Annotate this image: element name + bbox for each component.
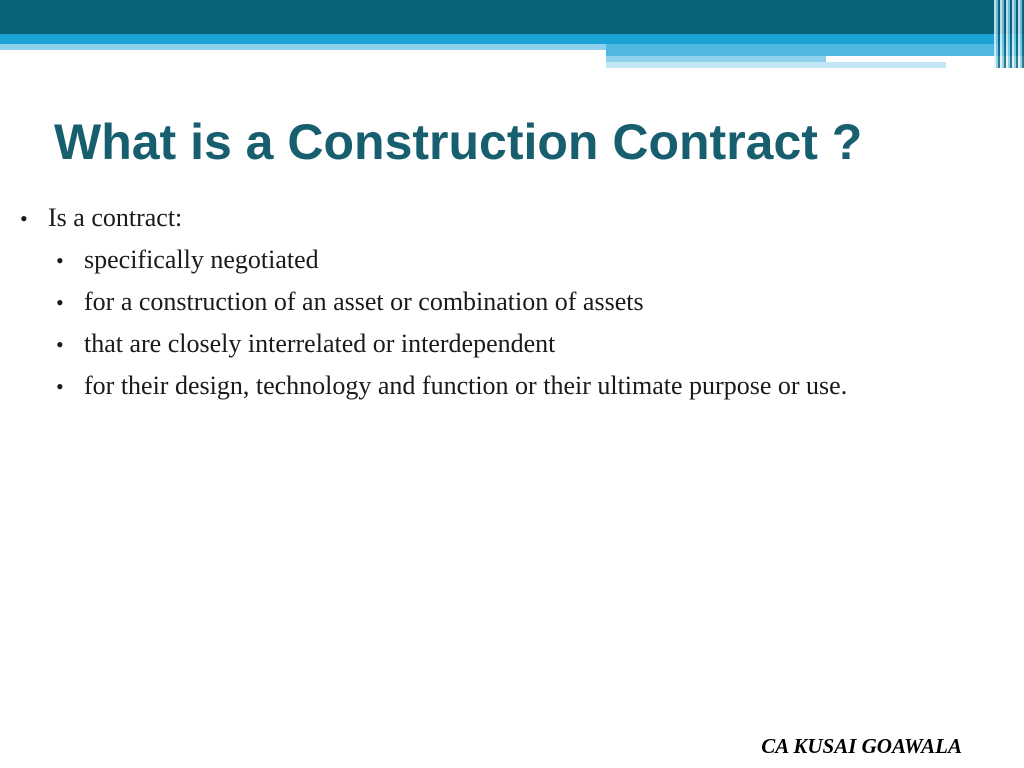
bullet-icon: • bbox=[56, 290, 64, 315]
bullet-icon: • bbox=[56, 248, 64, 273]
bullet-icon: • bbox=[56, 374, 64, 399]
sub-bullet-item bbox=[20, 239, 847, 281]
bullet-item bbox=[20, 197, 847, 239]
header-band-dark bbox=[0, 0, 1024, 34]
header-vertical-stripes bbox=[994, 0, 1024, 68]
bullet-list bbox=[20, 197, 847, 407]
bullet-text: for a construction of an asset or combination of assets bbox=[84, 287, 644, 316]
header-accent-strip bbox=[0, 44, 606, 50]
bullet-icon: • bbox=[56, 332, 64, 357]
bullet-text: that are closely interrelated or interdependent bbox=[84, 329, 556, 358]
sub-bullet-item bbox=[20, 323, 847, 365]
header-accent-strip bbox=[606, 62, 946, 68]
header-band-bright bbox=[0, 34, 1024, 44]
footer-author: CA KUSAI GOAWALA bbox=[761, 734, 962, 758]
bullet-icon: • bbox=[20, 206, 28, 231]
bullet-text: for their design, technology and function or their ultimate purpose or use. bbox=[84, 371, 848, 400]
header-accent-strip bbox=[606, 44, 1024, 56]
sub-bullet-item bbox=[20, 365, 847, 407]
sub-bullet-item bbox=[20, 281, 847, 323]
slide-title: What is a Construction Contract ? bbox=[54, 114, 863, 170]
bullet-text: Is a contract: bbox=[48, 203, 183, 232]
bullet-text: specifically negotiated bbox=[84, 245, 319, 274]
